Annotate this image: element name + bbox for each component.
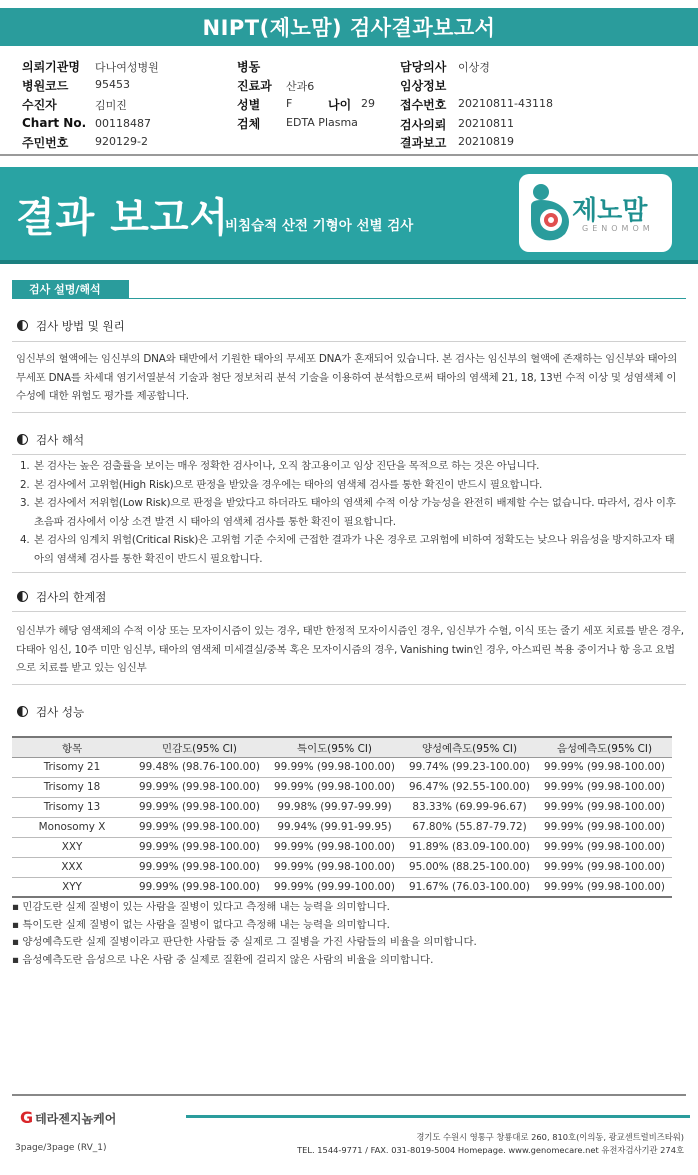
limits-heading-text: 검사의 한계점 (36, 590, 107, 604)
info-value: F (286, 97, 293, 110)
info-value: 다나여성병원 (95, 61, 159, 74)
mother-baby-icon (527, 182, 575, 244)
table-cell: 99.74% (99.23-100.00) (402, 757, 537, 777)
info-label: 병동 (237, 60, 261, 74)
info-label: 결과보고 (400, 136, 447, 150)
info-label: 성별 (237, 98, 261, 112)
table-header-row (12, 737, 672, 757)
info-label: 병원코드 (22, 79, 69, 93)
company-logo (20, 1108, 116, 1127)
limits-heading (17, 589, 106, 605)
table-cell: 99.99% (99.98-100.00) (537, 777, 672, 797)
note-item: ▪ 음성예측도란 음성으로 나온 사람 중 실제로 질환에 걸리지 않은 사람의 비율을 의미합니다. (12, 953, 434, 966)
divider (12, 572, 686, 573)
age-label: 나이 (328, 98, 352, 112)
info-label: 수진자 (22, 98, 57, 112)
info-label: 검체 (237, 117, 261, 131)
method-text: 임신부의 혈액에는 임신부의 DNA와 태반에서 기원한 태아의 무세포 DNA가 혼재되어 있습니다. 본 검사는 임신부의 혈액에 존재하는 임신부와 태아의 무세포 DNA를 차세대 염기서열분석 기술과 첨단 정보처리 분석 기술을 이용하여 분석함으로써 태아의 염색체 21, 18, 13번 수적 이상 및 성염색체 이수성에 대한 위험도 평가를 제공합니다. (16, 353, 678, 402)
table-cell: Trisomy 13 (12, 797, 132, 817)
table-cell: 99.99% (99.98-100.00) (267, 757, 402, 777)
performance-heading-text: 검사 성능 (36, 705, 85, 719)
table-row (12, 777, 672, 797)
info-value: 이상경 (458, 61, 490, 74)
table-row (12, 837, 672, 857)
table-row (12, 857, 672, 877)
info-label: 임상정보 (400, 79, 447, 93)
banner-title: 결과 보고서 (16, 195, 230, 241)
table-cell: 99.98% (99.97-99.99) (267, 797, 402, 817)
column-header: 항목 (12, 737, 132, 757)
table-cell: 95.00% (88.25-100.00) (402, 857, 537, 877)
g-logo-icon: G (20, 1108, 34, 1127)
table-cell: 99.99% (99.98-100.00) (132, 797, 267, 817)
section-tab: 검사 설명/해석 (12, 280, 129, 299)
half-circle-icon (17, 706, 28, 717)
performance-heading (17, 704, 84, 720)
column-header: 음성예측도(95% CI) (537, 737, 672, 757)
interpret-heading (17, 432, 84, 448)
logo-subtext: GENOMOM (582, 224, 654, 233)
company-contact: TEL. 1544-9771 / FAX. 031-8019-5004 Homepage. www.genomecare.net 유전자검사기관 274호 (297, 1145, 684, 1155)
table-cell: 99.99% (99.98-100.00) (132, 777, 267, 797)
table-cell: XYY (12, 877, 132, 897)
table-cell: 99.94% (99.91-99.95) (267, 817, 402, 837)
half-circle-icon (17, 320, 28, 331)
performance-table (12, 736, 672, 898)
info-label: 검사의뢰 (400, 118, 447, 132)
list-item: 2. 본 검사에서 고위험(High Risk)으로 판정을 받았을 경우에는 태아의 염색체 검사를 통한 확진이 반드시 필요합니다. (20, 478, 543, 491)
table-cell: 99.99% (99.98-100.00) (537, 817, 672, 837)
table-cell: 99.99% (99.98-100.00) (537, 757, 672, 777)
info-value: EDTA Plasma (286, 116, 358, 129)
info-label: 의뢰기관명 (22, 60, 80, 74)
half-circle-icon (17, 591, 28, 602)
info-value: 95453 (95, 78, 130, 91)
info-value: 산과6 (286, 80, 315, 93)
info-label: 접수번호 (400, 98, 447, 112)
table-cell: Monosomy X (12, 817, 132, 837)
performance-notes (12, 899, 682, 969)
company-name: 테라젠지놈케어 (35, 1112, 117, 1126)
table-cell: 99.99% (99.98-100.00) (132, 837, 267, 857)
table-cell: Trisomy 18 (12, 777, 132, 797)
info-label: 주민번호 (22, 136, 69, 150)
section-underline (12, 298, 686, 299)
banner-border (0, 260, 698, 264)
footer-divider (12, 1094, 686, 1096)
divider (12, 684, 686, 685)
interpret-list (20, 457, 680, 568)
divider (12, 611, 686, 612)
table-cell: 99.99% (99.98-100.00) (132, 817, 267, 837)
divider (12, 412, 686, 413)
note-item: ▪ 양성예측도란 실제 질병이라고 판단한 사람들 중 실제로 그 질병을 가진 사람들의 비율을 의미합니다. (12, 936, 477, 948)
table-cell: Trisomy 21 (12, 757, 132, 777)
table-cell: 83.33% (69.99-96.67) (402, 797, 537, 817)
info-value: 20210811-43118 (458, 97, 553, 110)
table-cell: 99.99% (99.98-100.00) (537, 837, 672, 857)
info-value: 20210811 (458, 117, 514, 130)
column-header: 양성예측도(95% CI) (402, 737, 537, 757)
list-item: 3. 본 검사에서 저위험(Low Risk)으로 판정을 받았다고 하더라도 태아의 염색체 수적 이상 가능성을 완전히 배제할 수는 없습니다. 따라서, 검사 이후 초음파 검사에서 이상 소견 발견 시 태아의 염색체 검사를 통한 확진이 필요합니다. (20, 497, 676, 528)
divider (12, 341, 686, 342)
info-label: 담당의사 (400, 60, 447, 74)
table-cell: 99.99% (99.98-100.00) (537, 857, 672, 877)
table-cell: 99.99% (99.98-100.00) (537, 797, 672, 817)
table-cell: 99.99% (99.98-100.00) (132, 877, 267, 897)
interpret-heading-text: 검사 해석 (36, 433, 85, 447)
table-row (12, 757, 672, 777)
info-value: 20210819 (458, 135, 514, 148)
list-item: 4. 본 검사의 임계치 위험(Critical Risk)은 고위험 기준 수치에 근접한 결과가 나온 경우로 고위험에 비하여 정확도는 낮으나 위음성을 방지하고자 태아의 염색체 검사를 통한 확진이 반드시 필요합니다. (20, 534, 675, 565)
info-value: 김미진 (95, 99, 127, 112)
table-cell: 99.99% (99.98-100.00) (267, 857, 402, 877)
column-header: 민감도(95% CI) (132, 737, 267, 757)
table-cell: XXY (12, 837, 132, 857)
half-circle-icon (17, 434, 28, 445)
logo-text: 제노맘 (572, 196, 648, 226)
note-item: ▪ 특이도란 실제 질병이 없는 사람을 질병이 없다고 측정해 내는 능력을 의미합니다. (12, 918, 390, 931)
method-heading (17, 318, 125, 334)
divider (0, 154, 698, 156)
table-cell: 99.99% (99.98-100.00) (132, 857, 267, 877)
footer-accent-line (186, 1115, 690, 1118)
table-cell: 99.99% (99.99-100.00) (267, 877, 402, 897)
limits-text: 임신부가 해당 염색체의 수적 이상 또는 모자이시즘이 있는 경우, 태반 한정적 모자이시즘인 경우, 임신부가 수혈, 이식 또는 줄기 세포 치료를 받은 경우, 다태아 임신, 10주 미만 임신부, 태아의 염색체 미세결실/중복 혹은 모자이시즘의 경우, Vanishing twin인 경우, 아스피린 복용 중이거나 항 응고 요법으로 치료를 받고 있는 임신부 (16, 625, 684, 674)
company-address: 경기도 수원시 영통구 창룡대로 260, 810호(이의동, 광교센트럴비즈타워) (416, 1132, 684, 1142)
divider (12, 454, 686, 455)
table-row (12, 877, 672, 897)
method-heading-text: 검사 방법 및 원리 (36, 319, 125, 333)
info-label: 진료과 (237, 79, 272, 93)
table-cell: 99.99% (99.98-100.00) (267, 777, 402, 797)
note-item: ▪ 민감도란 실제 질병이 있는 사람을 질병이 있다고 측정해 내는 능력을 의미합니다. (12, 901, 390, 913)
banner-subtitle: 비침습적 산전 기형아 선별 검사 (225, 218, 414, 234)
info-value: 00118487 (95, 117, 151, 130)
table-cell: 67.80% (55.87-79.72) (402, 817, 537, 837)
page-number: 3page/3page (RV_1) (15, 1143, 107, 1153)
table-cell: 99.99% (99.98-100.00) (267, 837, 402, 857)
column-header: 특이도(95% CI) (267, 737, 402, 757)
report-title: NIPT(제노맘) 검사결과보고서 (0, 8, 698, 46)
table-cell: 99.48% (98.76-100.00) (132, 757, 267, 777)
table-cell: 91.89% (83.09-100.00) (402, 837, 537, 857)
table-row (12, 817, 672, 837)
info-label: Chart No. (22, 116, 87, 130)
table-cell: 99.99% (99.98-100.00) (537, 877, 672, 897)
info-value: 920129-2 (95, 135, 148, 148)
table-cell: 91.67% (76.03-100.00) (402, 877, 537, 897)
table-cell: XXX (12, 857, 132, 877)
table-cell: 96.47% (92.55-100.00) (402, 777, 537, 797)
list-item: 1. 본 검사는 높은 검출률을 보이는 매우 정확한 검사이나, 오직 참고용이고 임상 진단을 목적으로 하는 것은 아닙니다. (20, 460, 540, 472)
table-row (12, 797, 672, 817)
age-value: 29 (361, 97, 375, 110)
